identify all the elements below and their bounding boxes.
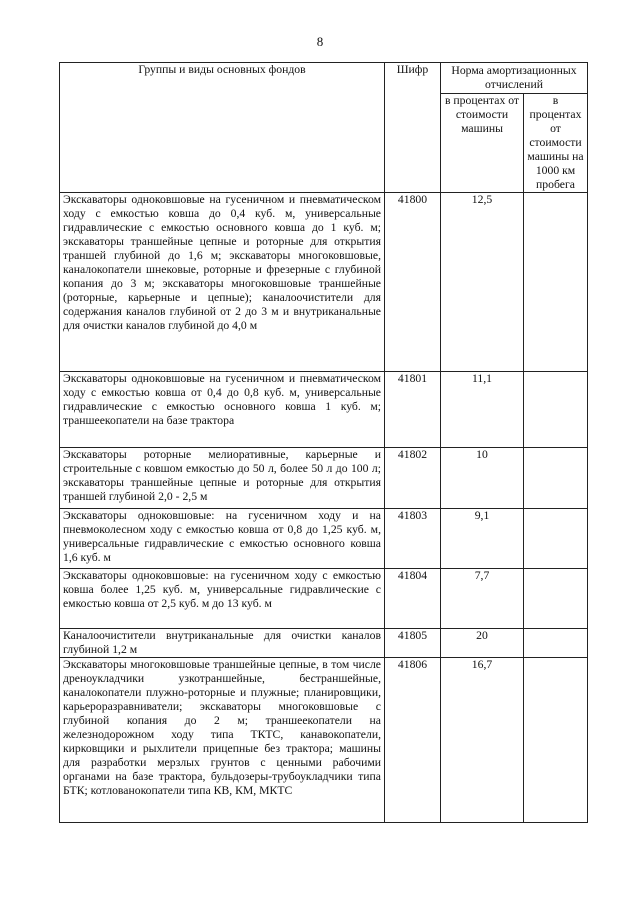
row-rate: 20 <box>441 629 524 658</box>
row-code: 41800 <box>385 193 441 372</box>
row-rate-km <box>524 569 588 629</box>
row-code: 41806 <box>385 658 441 823</box>
header-norm: Норма амортизационных отчислений <box>441 63 588 94</box>
header-pct-cost: в процентах от стоимости машины <box>441 94 524 193</box>
row-rate: 7,7 <box>441 569 524 629</box>
table-row <box>60 509 588 569</box>
amortization-table <box>59 62 588 823</box>
row-description: Экскаваторы многоковшовые траншейные цепные, в том числе дреноукладчики узкотраншейные, бестраншейные, каналокопатели плужно-роторные и плужные; планировщики, карьероразравниватели; экскаваторы многоковшовые с глубиной копания до 2 м; траншеекопатели на железнодорожном ходу типа ТКТС, канавокопатели, кирковщики и рыхлители прицепные без трактора; машины для разработки мерзлых грунтов с ценными рабочими органами на базе трактора, бульдозеры-трубоукладчики типа БТК; котлованокопатели типа КВ, КМ, МКТС <box>60 658 385 823</box>
header-groups: Группы и виды основных фондов <box>60 63 385 193</box>
row-rate-km <box>524 448 588 509</box>
row-code: 41802 <box>385 448 441 509</box>
row-rate: 11,1 <box>441 372 524 448</box>
row-rate-km <box>524 372 588 448</box>
table-row <box>60 569 588 629</box>
row-rate-km <box>524 629 588 658</box>
table-row <box>60 658 588 823</box>
row-code: 41805 <box>385 629 441 658</box>
row-description: Экскаваторы одноковшовые: на гусеничном ходу с емкостью ковша более 1,25 куб. м, универсальные гидравлические с емкостью ковша от 2,5 куб. м до 13 куб. м <box>60 569 385 629</box>
row-description: Экскаваторы одноковшовые на гусеничном и пневматическом ходу с емкостью ковша от 0,4 до 0,8 куб. м, универсальные гидравлические с емкостью основного ковша 1 куб. м; траншеекопатели на базе трактора <box>60 372 385 448</box>
table-row <box>60 372 588 448</box>
row-description: Экскаваторы одноковшовые на гусеничном и пневматическом ходу с емкостью ковша до 0,4 куб. м, универсальные гидравлические с емкостью основного ковша до 1 куб. м; экскаваторы траншейные цепные и роторные для открытия траншей глубиной до 1,6 м; экскаваторы многоковшовые, каналокопатели шнековые, роторные и фрезерные с глубиной копания до 3 м; экскаваторы многоковшовые траншейные (роторные, карьерные и цепные); каналоочистители для содержания каналов глубиной от 2 до 3 м и внутриканальные для очистки каналов глубиной до 4,0 м <box>60 193 385 372</box>
header-row <box>60 63 588 94</box>
row-rate: 16,7 <box>441 658 524 823</box>
row-rate-km <box>524 193 588 372</box>
header-pct-per-1000km: в процентах от стоимости машины на 1000 км пробега <box>524 94 588 193</box>
table-row <box>60 629 588 658</box>
row-rate-km <box>524 509 588 569</box>
row-description: Каналоочистители внутриканальные для очистки каналов глубиной 1,2 м <box>60 629 385 658</box>
table-row <box>60 448 588 509</box>
row-code: 41803 <box>385 509 441 569</box>
row-rate-km <box>524 658 588 823</box>
page-number: 8 <box>316 34 324 49</box>
row-code: 41801 <box>385 372 441 448</box>
row-description: Экскаваторы одноковшовые: на гусеничном ходу и на пневмоколесном ходу с емкостью ковша от 0,8 до 1,25 куб. м, универсальные гидравлические с емкостью основного ковша 1,6 куб. м <box>60 509 385 569</box>
table-row <box>60 193 588 372</box>
row-description: Экскаваторы роторные мелиоративные, карьерные и строительные с ковшом емкостью до 50 л, более 50 л до 100 л; экскаваторы траншейные цепные и роторные для открытия траншей глубиной 2,0 - 2,5 м <box>60 448 385 509</box>
header-code: Шифр <box>385 63 441 193</box>
row-rate: 12,5 <box>441 193 524 372</box>
row-rate: 10 <box>441 448 524 509</box>
row-code: 41804 <box>385 569 441 629</box>
row-rate: 9,1 <box>441 509 524 569</box>
